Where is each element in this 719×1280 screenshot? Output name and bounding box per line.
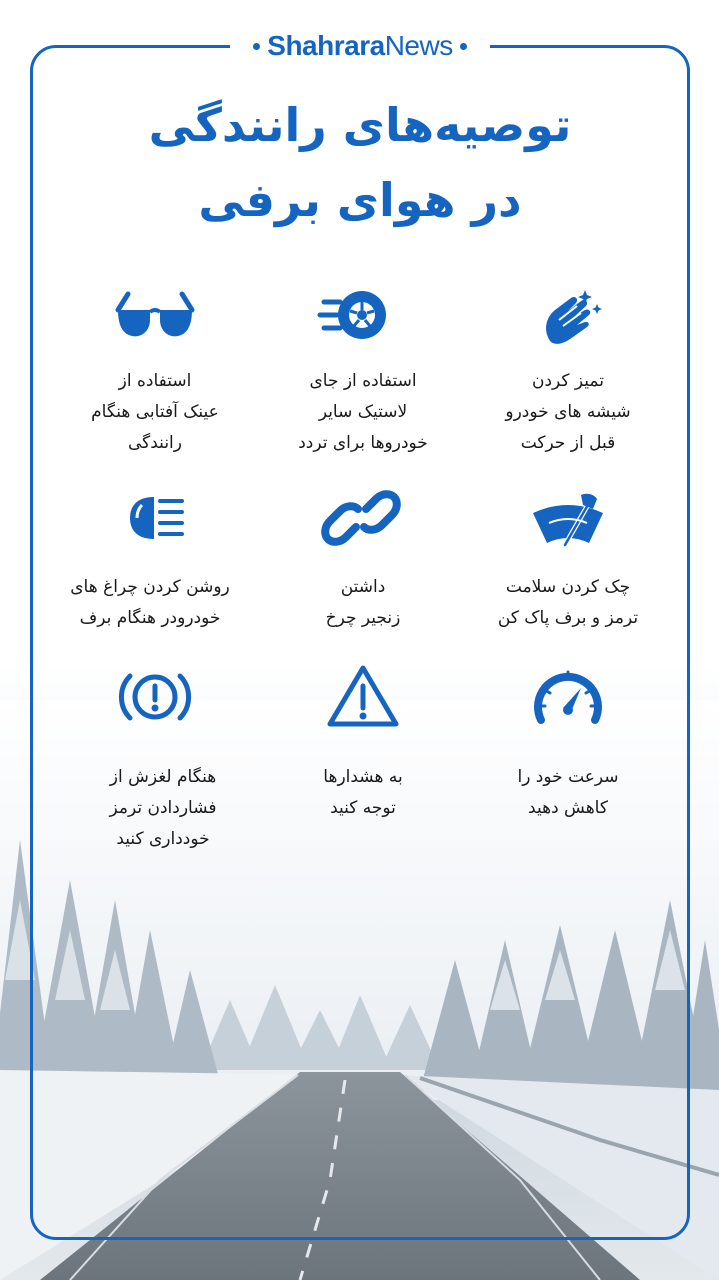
caption-line: تمیز کردن [531,371,604,391]
brand-name-bold: Shahrara [267,30,385,61]
caption-line: داشتن [340,577,386,597]
logo-dot-icon [253,43,260,50]
brand-name [267,30,452,62]
tip-caption-warnings [258,762,468,824]
caption-line: قبل از حرکت [520,433,616,453]
tip-caption-reduce-speed [463,762,673,824]
tip-caption-snow-chains [258,572,468,634]
tip-caption-headlights [45,572,255,634]
caption-line: عینک آفتابی هنگام [91,402,219,422]
page-title-line-1: توصیه‌های رانندگی [148,98,572,152]
chain-link-icon [316,483,406,553]
caption-line: رانندگی [128,433,182,453]
caption-line: خودروها برای تردد [298,433,428,453]
clean-hands-icon [523,280,613,350]
wiper-icon [523,483,613,553]
caption-line: شیشه های خودرو [505,402,631,422]
caption-line: هنگام لغزش از [109,767,217,787]
caption-line: استفاده از [118,371,192,391]
caption-line: روشن کردن چراغ های [70,577,230,597]
caption-line: استفاده از جای [309,371,417,391]
caption-line: ترمز و برف پاک کن [497,608,639,628]
tip-caption-skid-braking [58,762,268,855]
tire-icon [310,280,400,350]
tip-caption-clean-windows [463,366,673,459]
tip-caption-brakes-wipers [463,572,673,634]
caption-line: کاهش دهید [528,798,608,818]
tip-caption-tire-tracks [258,366,468,459]
caption-line: سرعت خود را [517,767,619,787]
caption-line: به هشدارها [323,767,403,787]
page-title-line-2: در هوای برفی [198,173,522,227]
caption-line: زنجیر چرخ [325,608,401,628]
brake-warning-icon [110,662,200,732]
speedometer-icon [523,662,613,732]
brand-logo [230,26,490,66]
logo-dot-icon [460,43,467,50]
caption-line: چک کردن سلامت [505,577,631,597]
caption-line: خودداری کنید [116,829,210,849]
caption-line: لاستیک سایر [318,402,408,422]
caption-line: فشاردادن ترمز [109,798,217,818]
warning-triangle-icon [318,662,408,732]
caption-line: توجه کنید [330,798,396,818]
brand-name-light: News [384,30,453,61]
caption-line: خودرودر هنگام برف [79,608,221,628]
tip-caption-sunglasses [50,366,260,459]
sunglasses-icon [110,280,200,350]
headlight-icon [110,483,200,553]
